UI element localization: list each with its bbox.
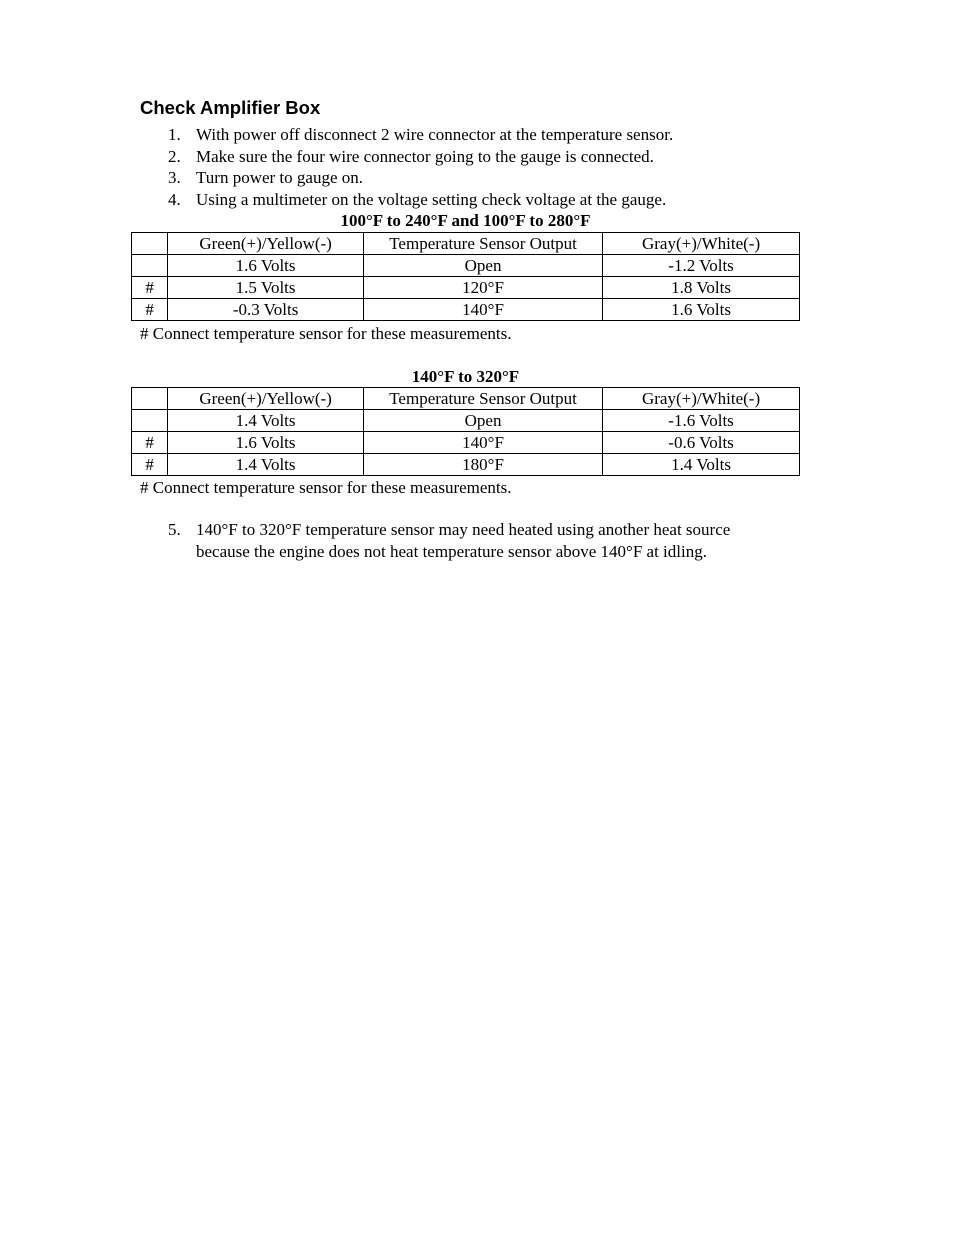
step-number: 4.	[168, 189, 181, 209]
voltage-table-2	[131, 387, 800, 476]
table-note-2: # Connect temperature sensor for these measurements.	[140, 478, 512, 497]
step-text: Make sure the four wire connector going to the gauge is connected.	[196, 146, 654, 166]
table-cell: -0.3 Volts	[168, 299, 364, 321]
table-cell: #	[132, 454, 168, 476]
table-cell: 140°F	[364, 432, 603, 454]
step-text: Turn power to gauge on.	[196, 168, 363, 188]
table-row	[132, 454, 800, 476]
table-row	[132, 277, 800, 299]
step-number: 2.	[168, 146, 181, 166]
voltage-table-1	[131, 232, 800, 321]
step-text: With power off disconnect 2 wire connector at the temperature sensor.	[196, 125, 674, 144]
step-text: Using a multimeter on the voltage setting check voltage at the gauge.	[196, 189, 667, 209]
table-cell: 1.4 Volts	[603, 454, 800, 476]
header-cell: Green(+)/Yellow(-)	[168, 388, 364, 410]
table-cell: Open	[364, 410, 603, 432]
table-cell: -0.6 Volts	[603, 432, 800, 454]
table-cell: 1.4 Volts	[168, 410, 364, 432]
header-cell: Green(+)/Yellow(-)	[168, 233, 364, 255]
header-cell: Temperature Sensor Output	[364, 233, 603, 255]
table-cell: 180°F	[364, 454, 603, 476]
table-header-row	[132, 388, 800, 410]
table-cell: 120°F	[364, 277, 603, 299]
table-cell	[132, 410, 168, 432]
header-cell: Temperature Sensor Output	[364, 388, 603, 410]
table-cell	[132, 255, 168, 277]
step-number: 3.	[168, 168, 181, 188]
table-row	[132, 432, 800, 454]
table-cell: 1.4 Volts	[168, 454, 364, 476]
table-cell: 1.6 Volts	[168, 255, 364, 277]
table-row	[132, 299, 800, 321]
table-row	[132, 410, 800, 432]
step-text-line: 140°F to 320°F temperature sensor may need heated using another heat source	[196, 520, 731, 539]
table-cell: -1.2 Volts	[603, 255, 800, 277]
header-cell	[132, 233, 168, 255]
table-cell: Open	[364, 255, 603, 277]
table-cell: 1.6 Volts	[603, 299, 800, 321]
header-cell: Gray(+)/White(-)	[603, 388, 800, 410]
table-cell: 1.6 Volts	[168, 432, 364, 454]
table-note-1: # Connect temperature sensor for these measurements.	[140, 324, 512, 343]
step-number: 5.	[168, 520, 181, 539]
step-text	[196, 519, 806, 562]
table-cell: #	[132, 299, 168, 321]
header-cell: Gray(+)/White(-)	[603, 233, 800, 255]
table-cell: #	[132, 432, 168, 454]
table-cell: #	[132, 277, 168, 299]
table-header-row	[132, 233, 800, 255]
table-row	[132, 255, 800, 277]
table-title-2: 140°F to 320°F	[411, 367, 520, 386]
table-cell: 1.5 Volts	[168, 277, 364, 299]
header-cell	[132, 388, 168, 410]
table-cell: 140°F	[364, 299, 603, 321]
table-title-1: 100°F to 240°F and 100°F to 280°F	[340, 211, 591, 230]
table-cell: -1.6 Volts	[603, 410, 800, 432]
step-text-line: because the engine does not heat temperature sensor above 140°F at idling.	[196, 541, 707, 561]
step-number: 1.	[168, 125, 181, 144]
table-cell: 1.8 Volts	[603, 277, 800, 299]
section-heading: Check Amplifier Box	[140, 97, 321, 118]
